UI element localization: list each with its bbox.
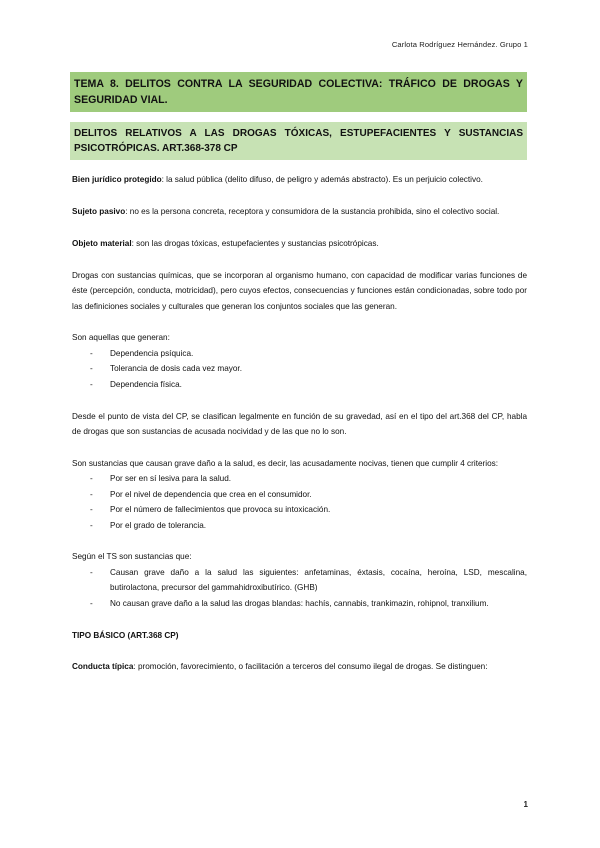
sujeto-pasivo-paragraph bbox=[72, 204, 527, 219]
list-item: - Por el grado de tolerancia. bbox=[90, 518, 527, 533]
bien-juridico-text: : la salud pública (delito difuso, de peligro y además abstracto). Es un perjuicio colectivo. bbox=[161, 175, 483, 184]
bien-juridico-paragraph bbox=[72, 172, 527, 187]
drogas-paragraph: Drogas con sustancias químicas, que se incorporan al organismo humano, con capacidad de modificar varias funciones de éste (percepción, conducta, motricidad), pero cuyos efectos, consecuencias y funciones están condicionadas, sobre todo por las definiciones sociales y culturales que generan los conjuntos sociales que las generan. bbox=[72, 270, 527, 311]
chapter-title-box bbox=[70, 72, 527, 112]
conducta-tipica-paragraph bbox=[72, 659, 527, 674]
list-item: - Por el número de fallecimientos que provoca su intoxicación. bbox=[90, 502, 527, 517]
list-item: - Dependencia física. bbox=[90, 377, 527, 392]
list-item: - Causan grave daño a la salud las siguientes: anfetaminas, éxtasis, cocaína, heroína, LSD, mescalina, butirolactona, precursor del gammahidroxibutírico. (GHB) bbox=[90, 565, 527, 596]
objeto-material-label: Objeto material bbox=[72, 238, 132, 248]
bien-juridico-label: Bien jurídico protegido bbox=[72, 175, 162, 184]
generan-intro: Son aquellas que generan: bbox=[72, 333, 170, 343]
tipo-basico-title: TIPO BÁSICO (ART.368 CP) bbox=[72, 630, 179, 640]
list-item: - Por ser en sí lesiva para la salud. bbox=[90, 471, 527, 486]
list-item: - Tolerancia de dosis cada vez mayor. bbox=[90, 361, 527, 376]
objeto-material-paragraph bbox=[72, 236, 527, 251]
section-title: DELITOS RELATIVOS A LAS DROGAS TÓXICAS, ESTUPEFACIENTES Y SUSTANCIAS PSICOTRÓPICAS. ART.368-378 CP bbox=[74, 128, 523, 154]
generan-list bbox=[72, 346, 527, 392]
section-title-box bbox=[70, 122, 527, 160]
list-item: - No causan grave daño a la salud las drogas blandas: hachís, cannabis, trankimazin, rohipnol, tranxilium. bbox=[90, 596, 527, 611]
conducta-tipica-label: Conducta típica bbox=[72, 662, 134, 672]
sujeto-pasivo-text: : no es la persona concreta, receptora y consumidora de la sustancia prohibida, sino el colectivo social. bbox=[125, 206, 500, 216]
list-item: - Dependencia psíquica. bbox=[90, 346, 527, 361]
criterios-list bbox=[72, 471, 527, 533]
clasifican-paragraph: Desde el punto de vista del CP, se clasifican legalmente en función de su gravedad, así en el tipo del art.368 del CP, habla de drogas que son sustancias de acusada nocividad y de las que no lo son. bbox=[72, 411, 527, 436]
page-number: 1 bbox=[523, 800, 528, 809]
list-item: - Por el nivel de dependencia que crea en el consumidor. bbox=[90, 487, 527, 502]
document-body bbox=[72, 172, 527, 691]
header-author: Carlota Rodríguez Hernández. Grupo 1 bbox=[391, 40, 528, 49]
sujeto-pasivo-label: Sujeto pasivo bbox=[72, 206, 126, 216]
chapter-title: TEMA 8. DELITOS CONTRA LA SEGURIDAD COLECTIVA: TRÁFICO DE DROGAS Y SEGURIDAD VIAL. bbox=[74, 78, 523, 106]
conducta-tipica-text: : promoción, favorecimiento, o facilitación a terceros del consumo ilegal de drogas. Se distinguen: bbox=[133, 662, 488, 672]
ts-intro: Según el TS son sustancias que: bbox=[72, 552, 192, 562]
objeto-material-text: : son las drogas tóxicas, estupefacientes y sustancias psicotrópicas. bbox=[131, 238, 379, 248]
criterios-intro: Son sustancias que causan grave daño a la salud, es decir, las acusadamente nocivas, tienen que cumplir 4 criterios: bbox=[72, 458, 498, 468]
ts-list bbox=[72, 565, 527, 611]
